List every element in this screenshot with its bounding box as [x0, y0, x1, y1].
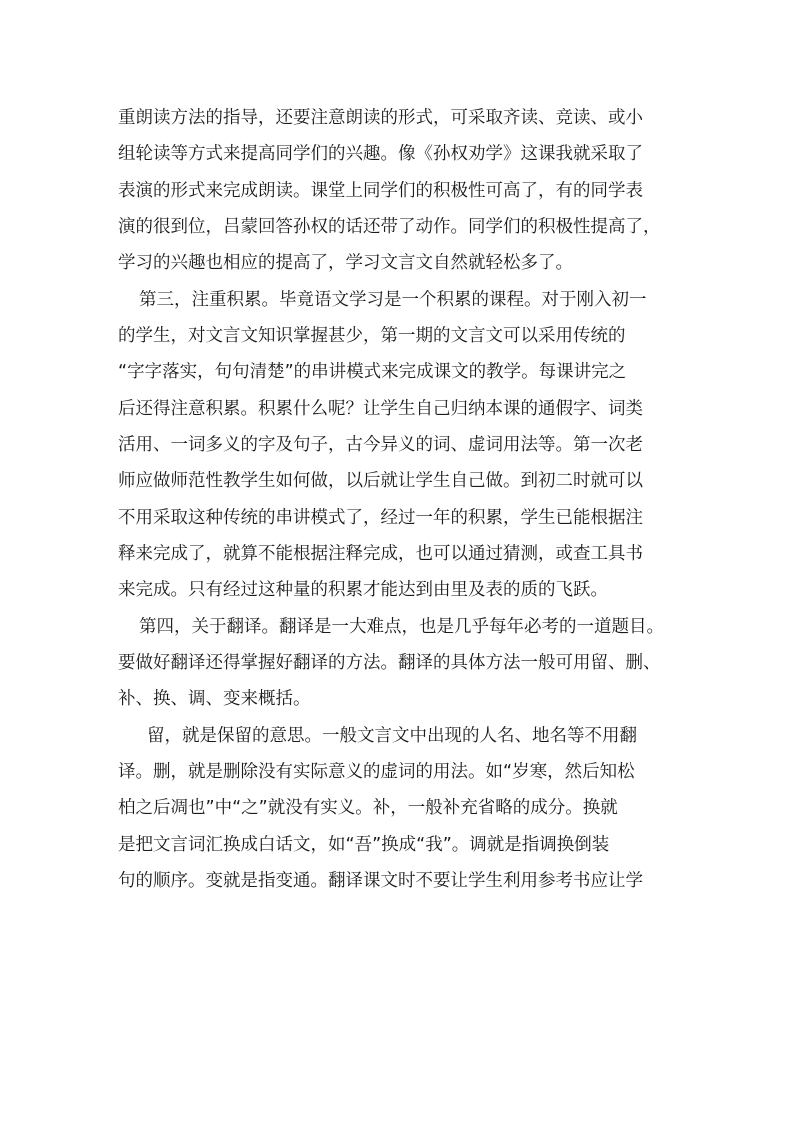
text-line: 演的很到位，吕蒙回答孙权的话还带了动作。同学们的积极性提高了，: [118, 217, 661, 237]
text-line: 句的顺序。变就是指变通。翻译课文时不要让学生利用参考书应让学: [118, 871, 643, 891]
text-line: 师应做师范性教学生如何做，以后就让学生自己做。到初二时就可以: [118, 471, 643, 491]
text-line: “字字落实，句句清楚”的串讲模式来完成课文的教学。每课讲完之: [118, 362, 627, 382]
text-line: 表演的形式来完成朗读。课堂上同学们的积极性可高了，有的同学表: [118, 181, 643, 201]
text-line: 组轮读等方式来提高同学们的兴趣。像《孙权劝学》这课我就采取了: [118, 144, 643, 164]
paragraph-first-line: 第四，关于翻译。翻译是一大难点，也是几乎每年必考的一道题目。: [139, 617, 664, 637]
text-line: 要做好翻译还得掌握好翻译的方法。翻译的具体方法一般可用留、删、: [118, 653, 661, 673]
text-line: 活用、一词多义的字及句子，古今异义的词、虚词用法等。第一次老: [118, 435, 643, 455]
text-line: 重朗读方法的指导，还要注意朗读的形式，可采取齐读、竞读、或小: [118, 108, 643, 128]
text-line: 来完成。只有经过这种量的积累才能达到由里及表的质的飞跃。: [118, 580, 608, 600]
paragraph-first-line: 留，就是保留的意思。一般文言文中出现的人名、地名等不用翻: [147, 726, 637, 746]
text-line: 释来完成了，就算不能根据注释完成，也可以通过猜测，或查工具书: [118, 544, 643, 564]
text-line: 译。删，就是删除没有实际意义的虚词的用法。如“岁寒，然后知松: [118, 762, 635, 782]
text-line: 是把文言词汇换成白话文，如“吾”换成“我”。调就是指调换倒装: [118, 835, 610, 855]
text-line: 后还得注意积累。积累什么呢？让学生自己归纳本课的通假字、词类: [118, 399, 643, 419]
text-line: 学习的兴趣也相应的提高了，学习文言文自然就轻松多了。: [118, 253, 573, 273]
paragraph-first-line: 第三，注重积累。毕竟语文学习是一个积累的课程。对于刚入初一: [139, 290, 647, 310]
text-line: 的学生，对文言文知识掌握甚少，第一期的文言文可以采用传统的: [118, 326, 626, 346]
text-line: 补、换、调、变来概括。: [118, 689, 311, 709]
text-line: 不用采取这种传统的串讲模式了，经过一年的积累，学生已能根据注: [118, 508, 643, 528]
text-line: 柏之后凋也”中“之”就没有实义。补，一般补充省略的成分。换就: [118, 798, 618, 818]
